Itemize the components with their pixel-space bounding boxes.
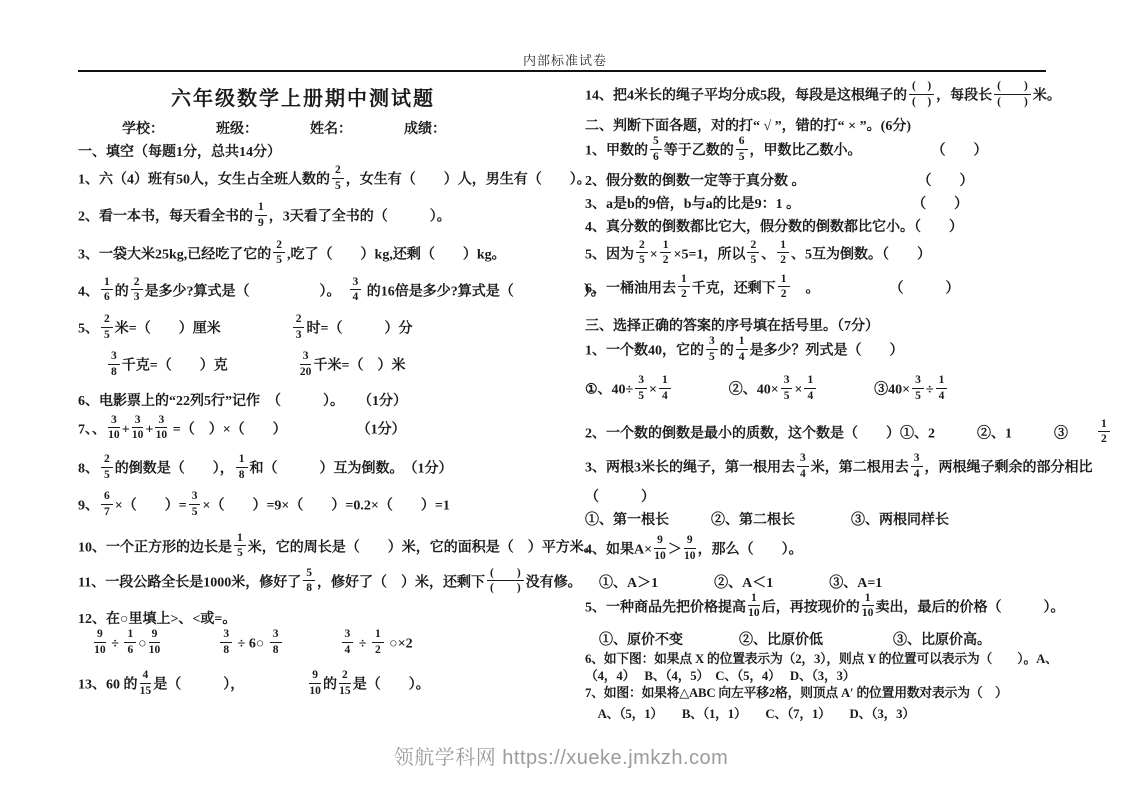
choice-1-options: ①、40÷ $\frac{3}{5}$ × $\frac{1}{4}$ ②、40× $\frac{3}{5}$ × $\frac{1}{4}$ ③40× $\frac{3}{5}$ ÷ $\frac{1}{4}$ bbox=[585, 376, 1063, 404]
fraction: $\frac{1}{8}$ bbox=[236, 453, 248, 481]
fraction: $\frac{3}{4}$ bbox=[911, 452, 923, 480]
choice-7: 7、如图：如果将△ABC 向左平移2格，则顶点 A′ 的位置用数对表示为（ ） bbox=[585, 685, 1008, 700]
fraction: $\frac{3}{8}$ bbox=[220, 628, 232, 656]
fraction: $\frac{2}{5}$ bbox=[101, 313, 113, 341]
fraction: $\frac{2}{5}$ bbox=[332, 164, 344, 192]
fraction: $\frac{1}{10}$ bbox=[748, 591, 760, 620]
judge-5: 5、因为 $\frac{2}{5}$ × $\frac{1}{2}$ ×5=1，所以 $\frac{2}{5}$ 、 $\frac{1}{2}$ 、5互为倒数。（ ） bbox=[585, 238, 931, 267]
fraction: $\frac{1}{4}$ bbox=[736, 335, 748, 363]
header-divider bbox=[78, 70, 1046, 72]
fraction: $\frac{1}{6}$ bbox=[124, 628, 136, 656]
fraction: $\frac{( )}{( )}$ bbox=[909, 80, 934, 108]
fraction: $\frac{2}{15}$ bbox=[339, 669, 351, 698]
q4: 4、 $\frac{1}{6}$ 的 $\frac{2}{3}$ 是多少?算式是（ ）。 $\frac{3}{4}$ 的16倍是多少?算式是（ ）。 bbox=[78, 275, 605, 304]
fraction: $\frac{2}{3}$ bbox=[131, 276, 143, 304]
student-info-row bbox=[78, 120, 570, 140]
q5a: 5、 $\frac{2}{5}$ 米=（ ）厘米 $\frac{2}{3}$ 时=（ ）分 bbox=[78, 313, 413, 341]
info-field-3: 成绩： bbox=[404, 122, 446, 137]
fraction: $\frac{3}{10}$ bbox=[155, 413, 168, 442]
fraction: $\frac{2}{3}$ bbox=[293, 313, 305, 341]
fraction: $\frac{( )}{( )}$ bbox=[487, 567, 524, 595]
q2: 2、看一本书，每天看全书的 $\frac{1}{9}$ ，3天看了全书的（ ）。 bbox=[78, 201, 451, 229]
fraction: $\frac{9}{10}$ bbox=[654, 534, 666, 562]
fraction: $\frac{9}{10}$ bbox=[683, 534, 696, 562]
fraction: $\frac{2}{5}$ bbox=[636, 239, 648, 267]
judge-3: 3、a是b的9倍，b与a的比是9：1 。 （ ） bbox=[585, 196, 969, 212]
q1: 1、六（4）班有50人，女生占全班人数的 $\frac{2}{5}$ ，女生有（ ）人，男生有（ ）。 bbox=[78, 164, 591, 192]
fraction: $\frac{1}{2}$ bbox=[660, 239, 672, 267]
fraction: $\frac{1}{6}$ bbox=[101, 276, 113, 304]
judge-1: 1、甲数的 $\frac{5}{6}$ 等于乙数的 $\frac{6}{5}$ ，甲数比乙数小。 （ ） bbox=[585, 135, 988, 163]
fraction: $\frac{3}{5}$ bbox=[706, 335, 718, 363]
q10: 10、一个正方形的边长是 $\frac{1}{5}$ 米，它的周长是（ ）米，它的面积是（ ）平方米。 bbox=[78, 531, 598, 560]
fraction: $\frac{1}{2}$ bbox=[372, 628, 384, 656]
choice-3: 3、两根3米长的绳子，第一根用去 $\frac{3}{4}$ 米，第二根用去 $\frac{3}{4}$ ，两根绳子剩余的部分相比 bbox=[585, 451, 1093, 480]
fraction: $\frac{5}{8}$ bbox=[303, 567, 315, 595]
fraction: $\frac{6}{7}$ bbox=[101, 490, 113, 518]
q13: 13、60 的 $\frac{4}{15}$ 是（ ）， $\frac{9}{10}$ 的 $\frac{2}{15}$ 是（ ）。 bbox=[78, 669, 430, 698]
fraction: $\frac{9}{10}$ bbox=[94, 628, 106, 656]
choice-2: 2、一个数的倒数是最小的质数，这个数是（ ）①、2 ②、1 ③ $\frac{1}{2}$ bbox=[585, 420, 1063, 448]
fraction: $\frac{3}{8}$ bbox=[270, 628, 282, 656]
header-note: 内部标准试卷 bbox=[523, 53, 608, 68]
q8: 8、 $\frac{2}{5}$ 的倒数是（ ）， $\frac{1}{8}$ 和（ ）互为倒数。 （1分） bbox=[78, 452, 453, 481]
right-question-list bbox=[585, 80, 1107, 726]
fraction: $\frac{3}{8}$ bbox=[108, 350, 120, 378]
info-field-0: 学校： bbox=[122, 122, 164, 137]
fraction: $\frac{1}{4}$ bbox=[804, 374, 816, 402]
choice-1: 1、一个数40，它的 $\frac{3}{5}$ 的 $\frac{1}{4}$ 是多少？列式是（ ） bbox=[585, 335, 904, 363]
choice-4-options: ①、A＞1 ②、A＜1 ③、A=1 bbox=[585, 575, 883, 591]
watermark-footer: 领航学科网 https://xueke.jmkzh.com bbox=[393, 747, 729, 769]
q7: 7、、 $\frac{3}{10}$ + $\frac{3}{10}$ + $\frac{3}{10}$ =（ ）×（ ） （1分） bbox=[78, 413, 406, 442]
fraction: $\frac{2}{5}$ bbox=[101, 453, 113, 481]
fraction: $\frac{1}{2}$ bbox=[778, 273, 790, 301]
fraction: $\frac{9}{10}$ bbox=[309, 669, 321, 698]
fraction: $\frac{4}{15}$ bbox=[139, 669, 152, 698]
q12-expressions: $\frac{9}{10}$ ÷ $\frac{1}{6}$ ○ $\frac{9}{10}$ $\frac{3}{8}$ ÷ 6○ $\frac{3}{8}$ $\frac{3}{4}$ ÷ $\frac{1}{2}$ ○×2 bbox=[94, 628, 413, 656]
q3: 3、一袋大米25kg,已经吃了它的 $\frac{2}{5}$ ,吃了（ ）kg,还剩（ ）kg。 bbox=[78, 238, 506, 267]
fraction: $\frac{2}{5}$ bbox=[747, 239, 759, 267]
section-1-heading: 一、填空（每题1分，总共14分） bbox=[78, 145, 281, 160]
fraction: $\frac{3}{20}$ bbox=[299, 350, 312, 379]
fraction: $\frac{6}{5}$ bbox=[736, 135, 748, 163]
choice-5-options: ①、原价不变 ②、比原价低 ③、比原价高。 bbox=[585, 632, 991, 648]
fraction: $\frac{1}{9}$ bbox=[255, 201, 267, 229]
section-2-heading: 二、判断下面各题，对的打“ √ ”，错的打“ × ”。(6分) bbox=[585, 119, 911, 135]
q12-heading: 12、在○里填上>、<或=。 bbox=[78, 612, 237, 628]
fraction: $\frac{1}{2}$ bbox=[777, 239, 789, 267]
fraction: $\frac{3}{5}$ bbox=[635, 374, 647, 402]
fraction: $\frac{3}{4}$ bbox=[350, 276, 362, 304]
fraction: $\frac{5}{6}$ bbox=[650, 135, 662, 163]
fraction: $\frac{1}{2}$ bbox=[1098, 418, 1110, 446]
choice-4: 4、如果A× $\frac{9}{10}$ ＞ $\frac{9}{10}$ ，那么（ ）。 bbox=[585, 534, 803, 562]
info-field-2: 姓名： bbox=[310, 122, 352, 137]
fraction: $\frac{3}{4}$ bbox=[797, 452, 809, 480]
fraction: $\frac{( )}{( )}$ bbox=[994, 80, 1031, 108]
fraction: $\frac{3}{4}$ bbox=[342, 628, 354, 656]
page-title: 六年级数学上册期中测试题 bbox=[171, 88, 435, 110]
right-column bbox=[585, 78, 1107, 726]
fraction: $\frac{3}{5}$ bbox=[912, 374, 924, 402]
fraction: $\frac{1}{2}$ bbox=[678, 273, 690, 301]
judge-2: 2、假分数的倒数一定等于真分数 。 （ ） bbox=[585, 173, 974, 189]
choice-6: 6、如下图：如果点 X 的位置表示为（2，3），则点 Y 的位置可以表示为（ ）。A、（4，4） B、（4，5） C、（5，4） D、（3，3） bbox=[585, 651, 1058, 683]
judge-4: 4、真分数的倒数都比它大，假分数的倒数都比它小。（ ） bbox=[585, 219, 963, 235]
fraction: $\frac{3}{10}$ bbox=[108, 413, 120, 442]
left-column bbox=[78, 78, 605, 700]
choice-7-options: A、（5，1） B、（1，1） C、（7，1） D、（3，3） bbox=[585, 706, 915, 721]
fraction: $\frac{3}{10}$ bbox=[131, 413, 144, 442]
q14: 14、把4米长的绳子平均分成5段，每段是这根绳子的 $\frac{( )}{( )}$ ，每段长 $\frac{( )}{( )}$ 米。 bbox=[585, 80, 1061, 108]
fraction: $\frac{1}{10}$ bbox=[861, 591, 874, 620]
fraction: $\frac{2}{5}$ bbox=[273, 239, 285, 267]
q6: 6、电影票上的“22列5行”记作 （ ）。 （1分） bbox=[78, 393, 407, 409]
q9: 9、 $\frac{6}{7}$ ×（ ）= $\frac{3}{5}$ ×（ ）=9×（ ）=0.2×（ ）=1 bbox=[78, 490, 450, 518]
section-3-heading: 三、选择正确的答案的序号填在括号里。（7分） bbox=[585, 319, 879, 335]
fraction: $\frac{3}{5}$ bbox=[781, 374, 793, 402]
q11: 11、一段公路全长是1000米，修好了 $\frac{5}{8}$ ，修好了（ ）米，还剩下 $\frac{( )}{( )}$ 没有修。 bbox=[78, 566, 582, 595]
left-question-list bbox=[78, 143, 605, 700]
fraction: $\frac{9}{10}$ bbox=[148, 628, 161, 656]
choice-5: 5、一种商品先把价格提高 $\frac{1}{10}$ 后，再按现价的 $\frac{1}{10}$ 卖出，最后的价格（ ）。 bbox=[585, 591, 1065, 620]
fraction: $\frac{1}{4}$ bbox=[936, 374, 948, 402]
fraction: $\frac{3}{5}$ bbox=[189, 490, 201, 518]
fraction: $\frac{1}{4}$ bbox=[659, 374, 671, 402]
fraction: $\frac{1}{5}$ bbox=[234, 532, 246, 560]
info-field-1: 班级： bbox=[216, 122, 258, 137]
choice-3-blank: （ ） bbox=[585, 490, 655, 506]
q5b: $\frac{3}{8}$ 千克=（ ）克 $\frac{3}{20}$ 千米=（ ）米 bbox=[78, 352, 570, 380]
choice-3-options: ①、第一根长 ②、第二根长 ③、两根同样长 bbox=[585, 513, 949, 529]
judge-6: 6、一桶油用去 $\frac{1}{2}$ 千克，还剩下 $\frac{1}{2}$ 。 （ ） bbox=[585, 272, 960, 301]
